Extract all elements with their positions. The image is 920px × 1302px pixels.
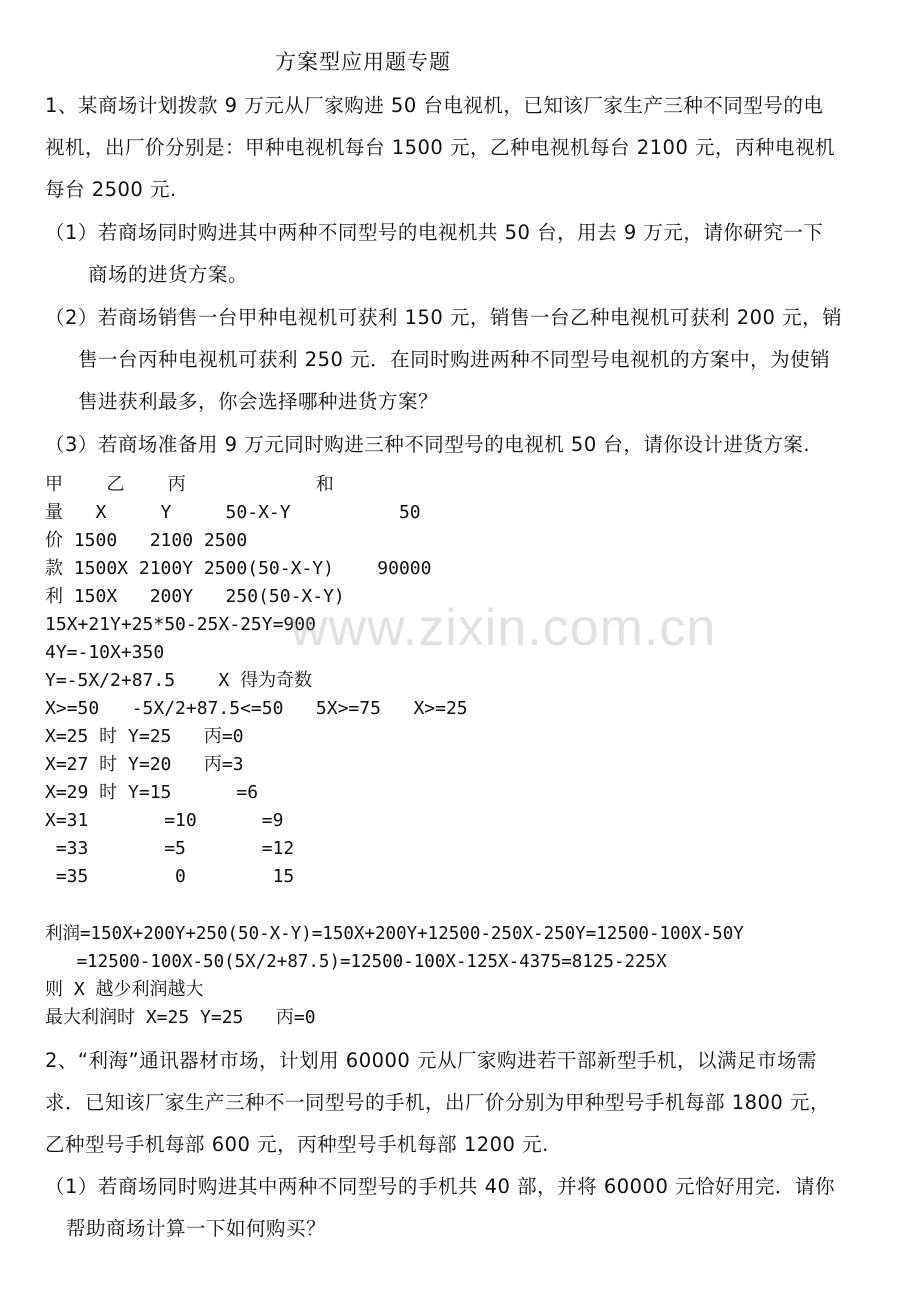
work-line: X>=50 -5X/2+87.5<=50 5X>=75 X>=25 (45, 698, 468, 719)
work-line: 价 1500 2100 2500 (45, 530, 248, 551)
q1-part2-line-3: 售进获利最多，你会选择哪种进货方案？ (78, 390, 439, 413)
q1-line-2: 视机，出厂价分别是：甲种电视机每台 1500 元，乙种电视机每台 2100 元，丙种电视机 (45, 136, 836, 159)
q1-part1-line-1: （1）若商场同时购进其中两种不同型号的电视机共 50 台，用去 9 万元，请你研究一下 (45, 221, 824, 244)
page-title: 方案型应用题专题 (275, 50, 451, 74)
q2-line-3: 乙种型号手机每部 600 元，丙种型号手机每部 1200 元. (45, 1133, 549, 1156)
q1-part2-line-2: 售一台丙种电视机可获利 250 元．在同时购进两种不同型号电视机的方案中，为使销 (78, 348, 831, 371)
work-line: 利 150X 200Y 250(50-X-Y) (45, 586, 345, 607)
q2-line-1: 2、“利海”通讯器材市场，计划用 60000 元从厂家购进若干部新型手机，以满足市场需 (45, 1049, 818, 1072)
q2-part1-line-1: （1）若商场同时购进其中两种不同型号的手机共 40 部，并将 60000 元恰好用完．请你 (45, 1175, 836, 1198)
work-line: Y=-5X/2+87.5 X 得为奇数 (45, 670, 313, 691)
watermark: www.zixin.com.cn (290, 599, 717, 657)
work-line: X=27 时 Y=20 丙=3 (45, 754, 244, 775)
q1-part3-line-1: （3）若商场准备用 9 万元同时购进三种不同型号的电视机 50 台，请你设计进货方案. (45, 433, 811, 456)
work-line: X=31 =10 =9 (45, 810, 284, 831)
work-line: X=25 时 Y=25 丙=0 (45, 726, 244, 747)
work-line: 款 1500X 2100Y 2500(50-X-Y) 90000 (45, 558, 432, 579)
profit-line: 则 X 越少利润越大 (45, 979, 204, 1000)
work-line: X=29 时 Y=15 =6 (45, 782, 259, 803)
work-line: =35 0 15 (45, 866, 295, 887)
q1-line-1: 1、某商场计划拨款 9 万元从厂家购进 50 台电视机，已知该厂家生产三种不同型号的电 (45, 94, 824, 117)
q2-part1-line-2: 帮助商场计算一下如何购买？ (66, 1217, 327, 1240)
work-line: =33 =5 =12 (45, 838, 295, 859)
work-line: 甲 乙 丙 和 (45, 474, 334, 495)
work-line: 4Y=-10X+350 (45, 642, 165, 663)
q1-line-3: 每台 2500 元. (45, 178, 177, 201)
profit-line: 最大利润时 X=25 Y=25 丙=0 (45, 1007, 316, 1028)
q1-part2-line-1: （2）若商场销售一台甲种电视机可获利 150 元，销售一台乙种电视机可获利 200 元，销 (45, 306, 843, 329)
profit-line: =12500-100X-50(5X/2+87.5)=12500-100X-125X-4375=8125-225X (45, 952, 667, 972)
work-line: 量 X Y 50-X-Y 50 (45, 502, 421, 523)
q1-part1-line-2: 商场的进货方案。 (88, 263, 249, 286)
work-line: 15X+21Y+25*50-25X-25Y=900 (45, 614, 316, 635)
q2-line-2: 求．已知该厂家生产三种不一同型号的手机，出厂价分别为甲种型号手机每部 1800 元， (45, 1091, 831, 1114)
profit-line: 利润=150X+200Y+250(50-X-Y)=150X+200Y+12500-250X-250Y=12500-100X-50Y (45, 924, 744, 944)
